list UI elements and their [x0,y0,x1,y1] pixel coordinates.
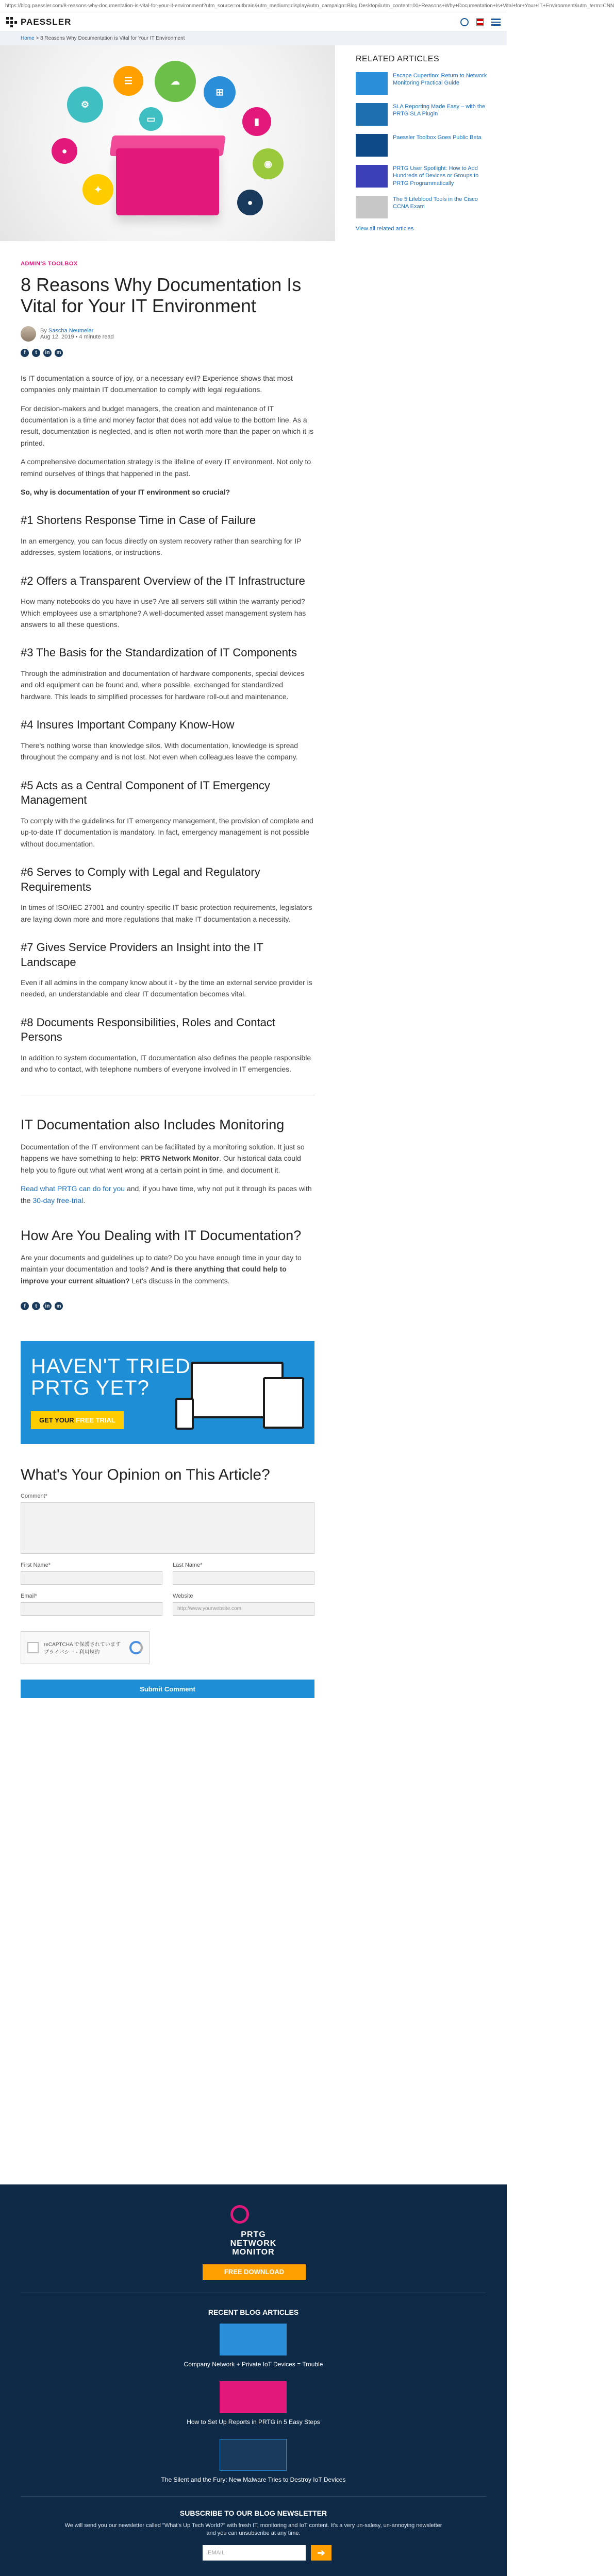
footer-divider [21,2496,486,2497]
submit-comment-button[interactable]: Submit Comment [21,1680,314,1698]
facebook-share-icon[interactable]: f [21,349,29,357]
twitter-share-icon[interactable]: t [32,349,40,357]
linkedin-share-icon[interactable]: in [43,1302,52,1310]
article-column [0,45,335,1698]
first-name-label: First Name* [21,1562,51,1569]
chart-bubble-icon: ▮ [242,107,271,136]
comments-heading: What's Your Opinion on This Article? [21,1466,270,1484]
related-thumbnail[interactable] [356,103,388,126]
top-navigation [0,12,507,32]
related-thumbnail[interactable] [356,72,388,95]
sidebar [335,45,507,1698]
related-article-2[interactable] [356,103,491,126]
newsletter-text: We will send you our newsletter called "What's Up Tech World?" with fresh IT, monitoring and IoT content. It's a very un-salesy, un-annoying newsletter and you can unsubscribe at any time. [64,2522,442,2537]
monitoring-paragraph-2: Read what PRTG can do for you and, if you have time, why not put it through its paces with the 30-day free-trial. [21,1184,312,1205]
newsletter-title: SUBSCRIBE TO OUR BLOG NEWSLETTER [179,2509,327,2517]
folder-bubble-icon: ▭ [139,107,163,131]
website-input[interactable]: http://www.yourwebsite.com [173,1602,314,1616]
related-article-4[interactable] [356,165,491,188]
hero-illustration [0,45,335,241]
language-flag-icon[interactable] [476,18,484,26]
section-7-heading: #7 Gives Service Providers an Insight into the IT Landscape [21,940,263,969]
search-icon[interactable] [460,18,469,26]
free-download-button[interactable]: FREE DOWNLOAD [203,2264,306,2280]
author-avatar [21,326,36,342]
tablet-illustration [263,1377,304,1429]
lightbulb-bubble-icon: ✦ [82,174,113,205]
prtg-logo-text: PRTG NETWORK MONITOR [230,2230,277,2257]
cloud-bubble-icon: ☁ [155,61,196,102]
recaptcha-widget[interactable] [21,1631,150,1664]
related-article-title[interactable]: PRTG User Spotlight: How to Add Hundreds of Devices or Groups to PRTG Programmatically [393,165,479,187]
article-title: 8 Reasons Why Documentation Is Vital for Your IT Environment [21,274,302,317]
related-article-title[interactable]: Paessler Toolbox Goes Public Beta [393,134,482,141]
section-5-text: To comply with the guidelines for IT emergency management, the provision of complete and up-to-date IT documentation is mandatory. In fact, emergency management is not possible without documentation. [21,816,313,848]
prtg-logo-icon [230,2205,249,2224]
related-articles-title: RELATED ARTICLES [356,55,440,63]
dealing-heading: How Are You Dealing with IT Documentation? [21,1227,302,1243]
banner-title: HAVEN'T TRIED PRTG YET? [31,1355,191,1400]
comment-label: Comment* [21,1493,47,1500]
section-1-text: In an emergency, you can focus directly on system recovery rather than searching for IP addresses, system locations, or instructions. [21,536,302,557]
monitoring-paragraph-1: Documentation of the IT environment can be facilitated by a monitoring solution. It just so happens we have something to help: PRTG Network Monitor. Our historical data could help you to figure out what went wrong at a certain point in time, and document it. [21,1142,305,1174]
section-3-heading: #3 The Basis for the Standardization of IT Components [21,646,297,659]
related-article-1[interactable] [356,72,491,95]
recent-articles-title: RECENT BLOG ARTICLES [208,2308,299,2316]
recent-post-2[interactable]: How to Set Up Reports in PRTG in 5 Easy Steps [187,2418,320,2426]
recent-post-thumbnail[interactable] [220,2381,287,2413]
recent-post-3[interactable]: The Silent and the Fury: New Malware Tries to Destroy IoT Devices [161,2476,346,2483]
paessler-logo[interactable] [6,17,71,27]
comment-textarea[interactable] [21,1502,314,1554]
hamburger-menu-icon[interactable] [491,19,501,26]
free-trial-button[interactable]: GET YOUR FREE TRIAL [31,1411,124,1429]
section-2-heading: #2 Offers a Transparent Overview of the IT Infrastructure [21,574,305,587]
section-1-heading: #1 Shortens Response Time in Case of Failure [21,514,256,527]
apple-bubble-icon: ● [237,190,263,215]
related-article-title[interactable]: SLA Reporting Made Easy – with the PRTG SLA Plugin [393,104,486,117]
breadcrumb-home[interactable]: Home [21,36,35,41]
facebook-share-icon[interactable]: f [21,1302,29,1310]
breadcrumb-current: 8 Reasons Why Documentation is Vital for Your IT Environment [40,36,185,41]
author-prefix: By [40,327,47,334]
email-label: Email* [21,1593,37,1600]
recaptcha-subtext[interactable]: プライバシー - 利用規約 [44,1650,100,1656]
website-label: Website [173,1593,193,1600]
footer [0,2184,507,2576]
recent-post-thumbnail[interactable] [220,2324,287,2355]
section-8-text: In addition to system documentation, IT documentation also defines the people responsible and who to contact, with telephone numbers of everyone involved in IT emergencies. [21,1054,311,1074]
section-6-text: In times of ISO/IEC 27001 and country-specific IT basic protection requirements, legislators are laying down more and more regulations that make IT documentation a necessity. [21,903,312,923]
author-link[interactable]: Sascha Neumeier [48,327,94,334]
breadcrumb [0,32,507,45]
recaptcha-checkbox[interactable] [27,1642,39,1653]
author-block [21,326,314,342]
related-article-title[interactable]: The 5 Lifeblood Tools in the Cisco CCNA Exam [393,196,478,210]
linkedin-share-icon[interactable]: in [43,349,52,357]
section-3-text: Through the administration and documentation of hardware components, special devices and old equipment can be found and, where possible, exchanged for standardized hardware. This leads to simplified processes for hardware roll-out and maintenance. [21,669,305,701]
section-5-heading: #5 Acts as a Central Component of IT Emergency Management [21,778,270,807]
logo-text: PAESSLER [21,16,72,27]
recaptcha-logo-icon [129,1641,143,1654]
prtg-name: PRTG Network Monitor [140,1154,220,1163]
section-7-text: Even if all admins in the company know about it - by the time an external service provider is needed, an understandable and clear IT documentation becomes vital. [21,978,312,998]
related-thumbnail[interactable] [356,165,388,188]
article-meta: Aug 12, 2019 • 4 minute read [40,333,114,340]
paessler-logo-icon [6,17,18,27]
section-6-heading: #6 Serves to Comply with Legal and Regulatory Requirements [21,865,260,893]
first-name-input[interactable] [21,1571,162,1585]
related-thumbnail[interactable] [356,196,388,218]
windows-bubble-icon: ⊞ [204,76,236,108]
browser-url-bar[interactable]: https://blog.paessler.com/8-reasons-why-documentation-is-vital-for-your-it-environment?utm_source=outbrain&utm_medium=display&utm_campaign=Blog.Desktop&utm_content=00+Reasons+Why+Documentation+Is+Vital+for+Your+IT+Environment&utm_term=CNN [0,0,507,12]
article-category[interactable]: ADMIN'S TOOLBOX [21,261,78,267]
email-input[interactable] [21,1602,162,1616]
related-article-5[interactable] [356,196,491,218]
gear-bubble-icon: ⚙ [67,87,103,123]
email-share-icon[interactable]: m [55,349,63,357]
free-trial-link[interactable]: 30-day free-trial [32,1196,84,1205]
intro-paragraph-2: For decision-makers and budget managers, the creation and maintenance of IT documentation is a time and money factor that does not add value to the bottom line. As a result, documentation is neglected, and is often not worth more than the paper on which it is printed. [21,404,314,447]
pink-box [116,148,219,215]
monitoring-heading: IT Documentation also Includes Monitoring [21,1116,285,1132]
intro-paragraph-3: A comprehensive documentation strategy is the lifeline of every IT environment. Not only to remind ourselves of things that happened in the past. [21,457,311,478]
share-icons-top [21,349,314,357]
prtg-trial-banner[interactable] [21,1341,314,1444]
android-bubble-icon: ◉ [253,148,284,179]
prtg-features-link[interactable]: Read what PRTG can do for you [21,1184,125,1193]
intro-paragraph-1: Is IT documentation a source of joy, or a necessary evil? Experience shows that most companies only maintain IT documentation to comply with legal regulations. [21,374,293,394]
twitter-share-icon[interactable]: t [32,1302,40,1310]
view-all-related-link[interactable]: View all related articles [356,226,414,232]
last-name-label: Last Name* [173,1562,203,1569]
email-share-icon[interactable]: m [55,1302,63,1310]
newsletter-email-input[interactable]: EMAIL [203,2545,306,2561]
section-4-heading: #4 Insures Important Company Know-How [21,718,235,732]
recaptcha-text: reCAPTCHA で保護されています [44,1642,121,1648]
newsletter-submit-arrow-icon[interactable]: ➔ [311,2545,331,2561]
dealing-paragraph: Are your documents and guidelines up to date? Do you have enough time in your day to maintain your documentation and tools? And is there anything that could help to improve your current situation? Let's discuss in the comments. [21,1253,302,1285]
comment-form [21,1465,314,1698]
user-bubble-icon: ● [52,138,77,164]
recent-post-thumbnail[interactable] [220,2439,287,2471]
share-icons-bottom [21,1302,314,1310]
checklist-bubble-icon: ☰ [113,66,143,96]
key-question: So, why is documentation of your IT environment so crucial? [21,487,230,496]
related-article-title[interactable]: Escape Cupertino: Return to Network Monitoring Practical Guide [393,73,487,87]
last-name-input[interactable] [173,1571,314,1585]
related-thumbnail[interactable] [356,134,388,157]
section-8-heading: #8 Documents Responsibilities, Roles and Contact Persons [21,1015,276,1044]
section-2-text: How many notebooks do you have in use? Are all servers still within the warranty period? Which employees use a smartphone? A well-documented asset management system has answers to all these questions. [21,597,306,629]
related-article-3[interactable] [356,134,491,157]
phone-illustration [175,1398,194,1430]
breadcrumb-separator: > [36,36,39,41]
section-4-text: There's nothing worse than knowledge silos. With documentation, knowledge is spread throughout the company and is not lost. Not even when colleagues leave the company. [21,741,298,761]
recent-post-1[interactable]: Company Network + Private IoT Devices = Trouble [184,2361,323,2368]
